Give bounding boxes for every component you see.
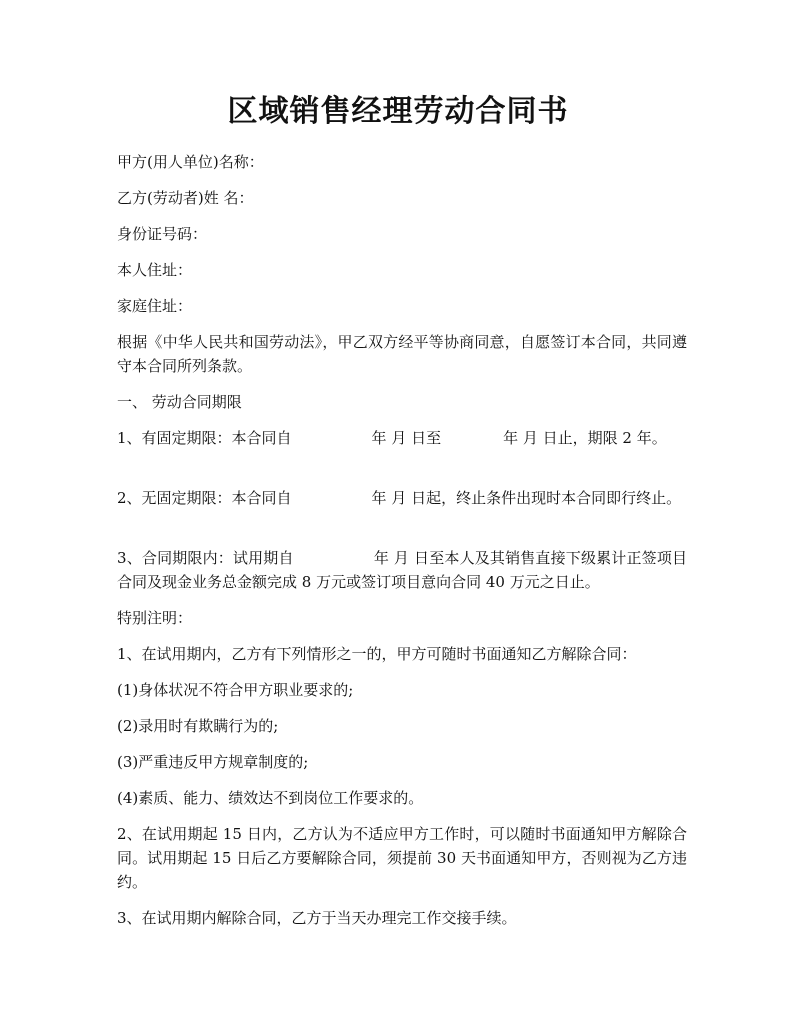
note3-paragraph: 3、在试用期内解除合同，乙方于当天办理完工作交接手续。 (117, 909, 517, 927)
party-a-line: 甲方(用人单位)名称： (117, 153, 264, 171)
term-fixed-part2: 年 月 日至 (371, 429, 442, 447)
special-note-heading: 特别注明： (117, 609, 193, 627)
document-title: 区域销售经理劳动合同书 (227, 94, 569, 129)
section1-heading: 一、 劳动合同期限 (117, 393, 242, 411)
term-probation-paragraph (117, 546, 687, 594)
note1-item-4: (4)素质、能力、绩效达不到岗位工作要求的。 (117, 789, 424, 807)
term-probation-part1: 3、合同期限内：试用期自 (117, 549, 294, 567)
note1-item-1: (1)身体状况不符合甲方职业要求的; (117, 681, 354, 699)
note1-item-2: (2)录用时有欺瞒行为的; (117, 717, 279, 735)
note1-item-3: (3)严重违反甲方规章制度的; (117, 753, 309, 771)
term-fixed-paragraph (117, 426, 687, 450)
note1-paragraph: 1、在试用期内，乙方有下列情形之一的，甲方可随时书面通知乙方解除合同： (117, 645, 637, 663)
term-open-part2: 年 月 日起，终止条件出现时本合同即行终止。 (371, 489, 682, 507)
term-fixed-part1: 1、有固定期限：本合同自 (117, 429, 292, 447)
term-fixed-part3: 年 月 日止，期限 2 年。 (503, 429, 667, 447)
party-b-line: 乙方(劳动者)姓 名： (117, 189, 254, 207)
note2-paragraph: 2、在试用期起 15 日内，乙方认为不适应甲方工作时，可以随时书面通知甲方解除合同。试用期起 15 日后乙方要解除合同，须提前 30 天书面通知甲方，否则视为乙方违约。 (117, 825, 687, 891)
address-line: 本人住址： (117, 261, 193, 279)
home-address-line: 家庭住址： (117, 297, 193, 315)
term-open-paragraph (117, 486, 687, 510)
preamble-paragraph: 根据《中华人民共和国劳动法》，甲乙双方经平等协商同意，自愿签订本合同，共同遵守本合同所列条款。 (117, 333, 687, 375)
term-probation-part2: 年 月 日至本人及其销售直接下级累计正签项目合同及现金业务总金额完成 8 万元或签订项目意向合同 40 万元之日止。 (117, 549, 688, 591)
id-number-line: 身份证号码： (117, 225, 208, 243)
term-open-part1: 2、无固定期限：本合同自 (117, 489, 292, 507)
